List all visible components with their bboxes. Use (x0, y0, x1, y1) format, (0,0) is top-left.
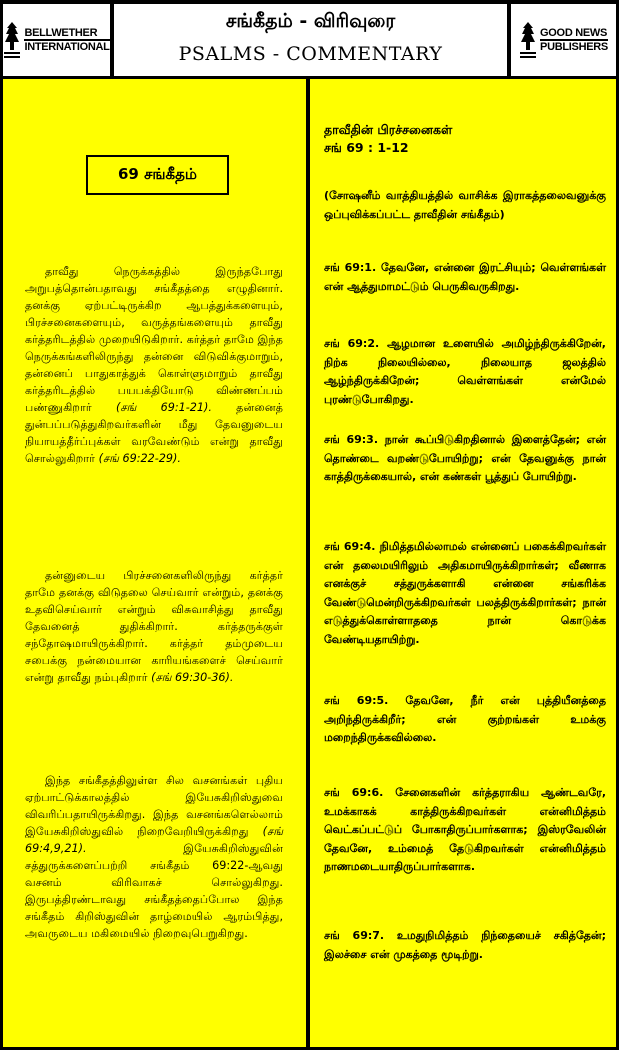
psalm-intro: (சோஷனீம் வாத்தியத்தில் வாசிக்க இராகத்தலைவனுக்கு ஒப்புவிக்கப்பட்ட தாவீதின் சங்கீதம்) (324, 189, 606, 221)
good-news-logo-icon (519, 20, 537, 60)
verse-4: சங் 69:4. நிமித்தமில்லாமல் என்னைப் பகைக்கிறவர்கள் என் தலைமயிரிலும் அதிகமாயிருக்கிறார்கள்; வீணாக எனக்குச் சத்துருக்களாகி என்னை சங்கரிக்க வேண்டுமென்றிருக்கிறவர்கள் பலத்திருக்கிறார்கள்; நான் எடுத்துக்கொள்ளாததை நான் கொடுக்க வேண்டியதாயிற்று. (324, 540, 606, 646)
p2-ref: (சங் 69:30-36). (151, 671, 234, 684)
good-news-logo-line1: GOOD NEWS (540, 27, 608, 39)
left-column (3, 79, 306, 1047)
right-column (310, 79, 616, 1047)
section-heading (324, 121, 452, 157)
p1-text: தாவீது நெருக்கத்தில் இருந்தபோது அறுபத்தொன்பதாவது சங்கீதத்தை எழுதினார். தனக்கு ஏற்பட்டிருக்கிற ஆபத்துக்களையும், பிரச்சனைகளையும், வருத்தங்களையும் தாவீது கர்த்தரிடத்தில் முறையிடுகிறார். கர்த்தர் தாமே இந்த நெருக்கங்களிலிருந்து தன்னை விடுவிக்குமாறும், தன்னைப் பாதுகாத்துக் கொள்ளுமாறும் தாவீது கர்த்தரிடத்தில் பயபக்தியோடு விண்ணப்பம் பண்ணுகிறார் (25, 265, 283, 414)
p1-text-2: தன்னைத் துன்பப்படுத்துகிறவர்களின் மீது தேவனுடைய நியாயத்தீர்ப்புக்கள் வரவேண்டும் என்று தாவீது சொல்லுகிறார் (25, 401, 284, 465)
verse-5: சங் 69:5. தேவனே, நீர் என் புத்தியீனத்தை அறிந்திருக்கிறீர்; என் குற்றங்கள் உமக்கு மறைந்திருக்கவில்லை. (324, 694, 606, 744)
bellwether-logo-line1: BELLWETHER (24, 27, 98, 39)
p3-text-1: இந்த சங்கீதத்திலுள்ள சில வசனங்கள் புதிய ஏற்பாட்டுக்காலத்தில் இயேசுகிறிஸ்துவை விவரிப்பதாயிருக்கிறது. இந்த வசனங்களெல்லாம் இயேசுகிறிஸ்துவில் நிறைவேறியிருக்கிறது (25, 774, 283, 838)
verse-3: சங் 69:3. நான் கூப்பிடுகிறதினால் இளைத்தேன்; என் தொண்டை வறண்டுபோயிற்று; என் தேவனுக்கு நான் காத்திருக்கையால், என் கண்கள் பூத்துப் போயிற்று. (324, 433, 606, 483)
p3-ref: (சங் 69:4,9,21). (25, 825, 284, 855)
bellwether-logo-line2: INTERNATIONAL (24, 41, 110, 53)
bellwether-logo-icon (3, 20, 21, 60)
psalm-title-box (86, 155, 229, 195)
title-english: PSALMS - COMMENTARY (178, 43, 443, 65)
commentary-paragraph-1 (25, 263, 283, 467)
good-news-logo-line2: PUBLISHERS (540, 41, 608, 53)
p1-ref-1: (சங் 69:1-21). (115, 401, 212, 414)
p1-ref-2: (சங் 69:22-29). (98, 452, 181, 465)
title-tamil: சங்கீதம் - விரிவுரை (225, 10, 396, 32)
commentary-paragraph-3 (25, 772, 283, 942)
psalm-title: 69 சங்கீதம் (118, 165, 197, 183)
verse-7: சங் 69:7. உமதுநிமித்தம் நிந்தையைச் சகித்தேன்; இலச்சை என் முகத்தை மூடிற்று. (324, 929, 606, 961)
verse-1: சங் 69:1. தேவனே, என்னை இரட்சியும்; வெள்ளங்கள் என் ஆத்துமாமட்டும் பெருகிவருகிறது. (324, 261, 606, 293)
verse-2: சங் 69:2. ஆழமான உளையில் அமிழ்ந்திருக்கிறேன், நிற்க நிலையில்லை, நிலையாத ஜலத்தில் ஆழ்ந்திருக்கிறேன்; வெள்ளங்கள் என்மேல் புரண்டுபோகிறது. (324, 337, 606, 406)
section-heading-title: தாவீதின் பிரச்சனைகள் (324, 122, 453, 137)
header-title (114, 4, 507, 76)
verse-6: சங் 69:6. சேனைகளின் கர்த்தராகிய ஆண்டவரே, உமக்காகக் காத்திருக்கிறவர்கள் என்னிமித்தம் வெட்கப்பட்டுப் போகாதிருப்பார்களாக; இஸ்ரவேலின் தேவனே, உம்மைத் தேடுகிறவர்கள் என்னிமித்தம் நாணமடையாதிருப்பார்களாக. (324, 786, 606, 873)
p3-text-2: இயேசுகிறிஸ்துவின் சத்துருக்களைப்பற்றி சங்கீதம் 69:22-ஆவது வசனம் விரிவாகச் சொல்லுகிறது. இருபத்திரண்டாவது சங்கீதத்தைப்போல இந்த சங்கீதம் கிறிஸ்துவின் தாழ்மையில் ஆரம்பித்து, அவருடைய மகிமையில் நிறைவுபெறுகிறது. (25, 842, 283, 940)
good-news-logo (511, 4, 616, 76)
commentary-paragraph-2 (25, 567, 283, 686)
section-heading-ref: சங் 69 : 1-12 (324, 140, 409, 155)
p2-text: தன்னுடைய பிரச்சனைகளிலிருந்து கர்த்தர் தாமே தனக்கு விடுதலை செய்வார் என்றும், தனக்கு உதவிசெய்வார் என்றும் விசுவாசித்து தாவீது தேவனைத் துதிக்கிறார். கர்த்தருக்குள் சந்தோஷமாயிருக்கிறார். கர்த்தர் தம்முடைய சபைக்கு நன்மையான காரியங்களைச் செய்வார் என்று தாவீது நம்புகிறார் (25, 569, 283, 684)
bellwether-logo (3, 4, 110, 76)
